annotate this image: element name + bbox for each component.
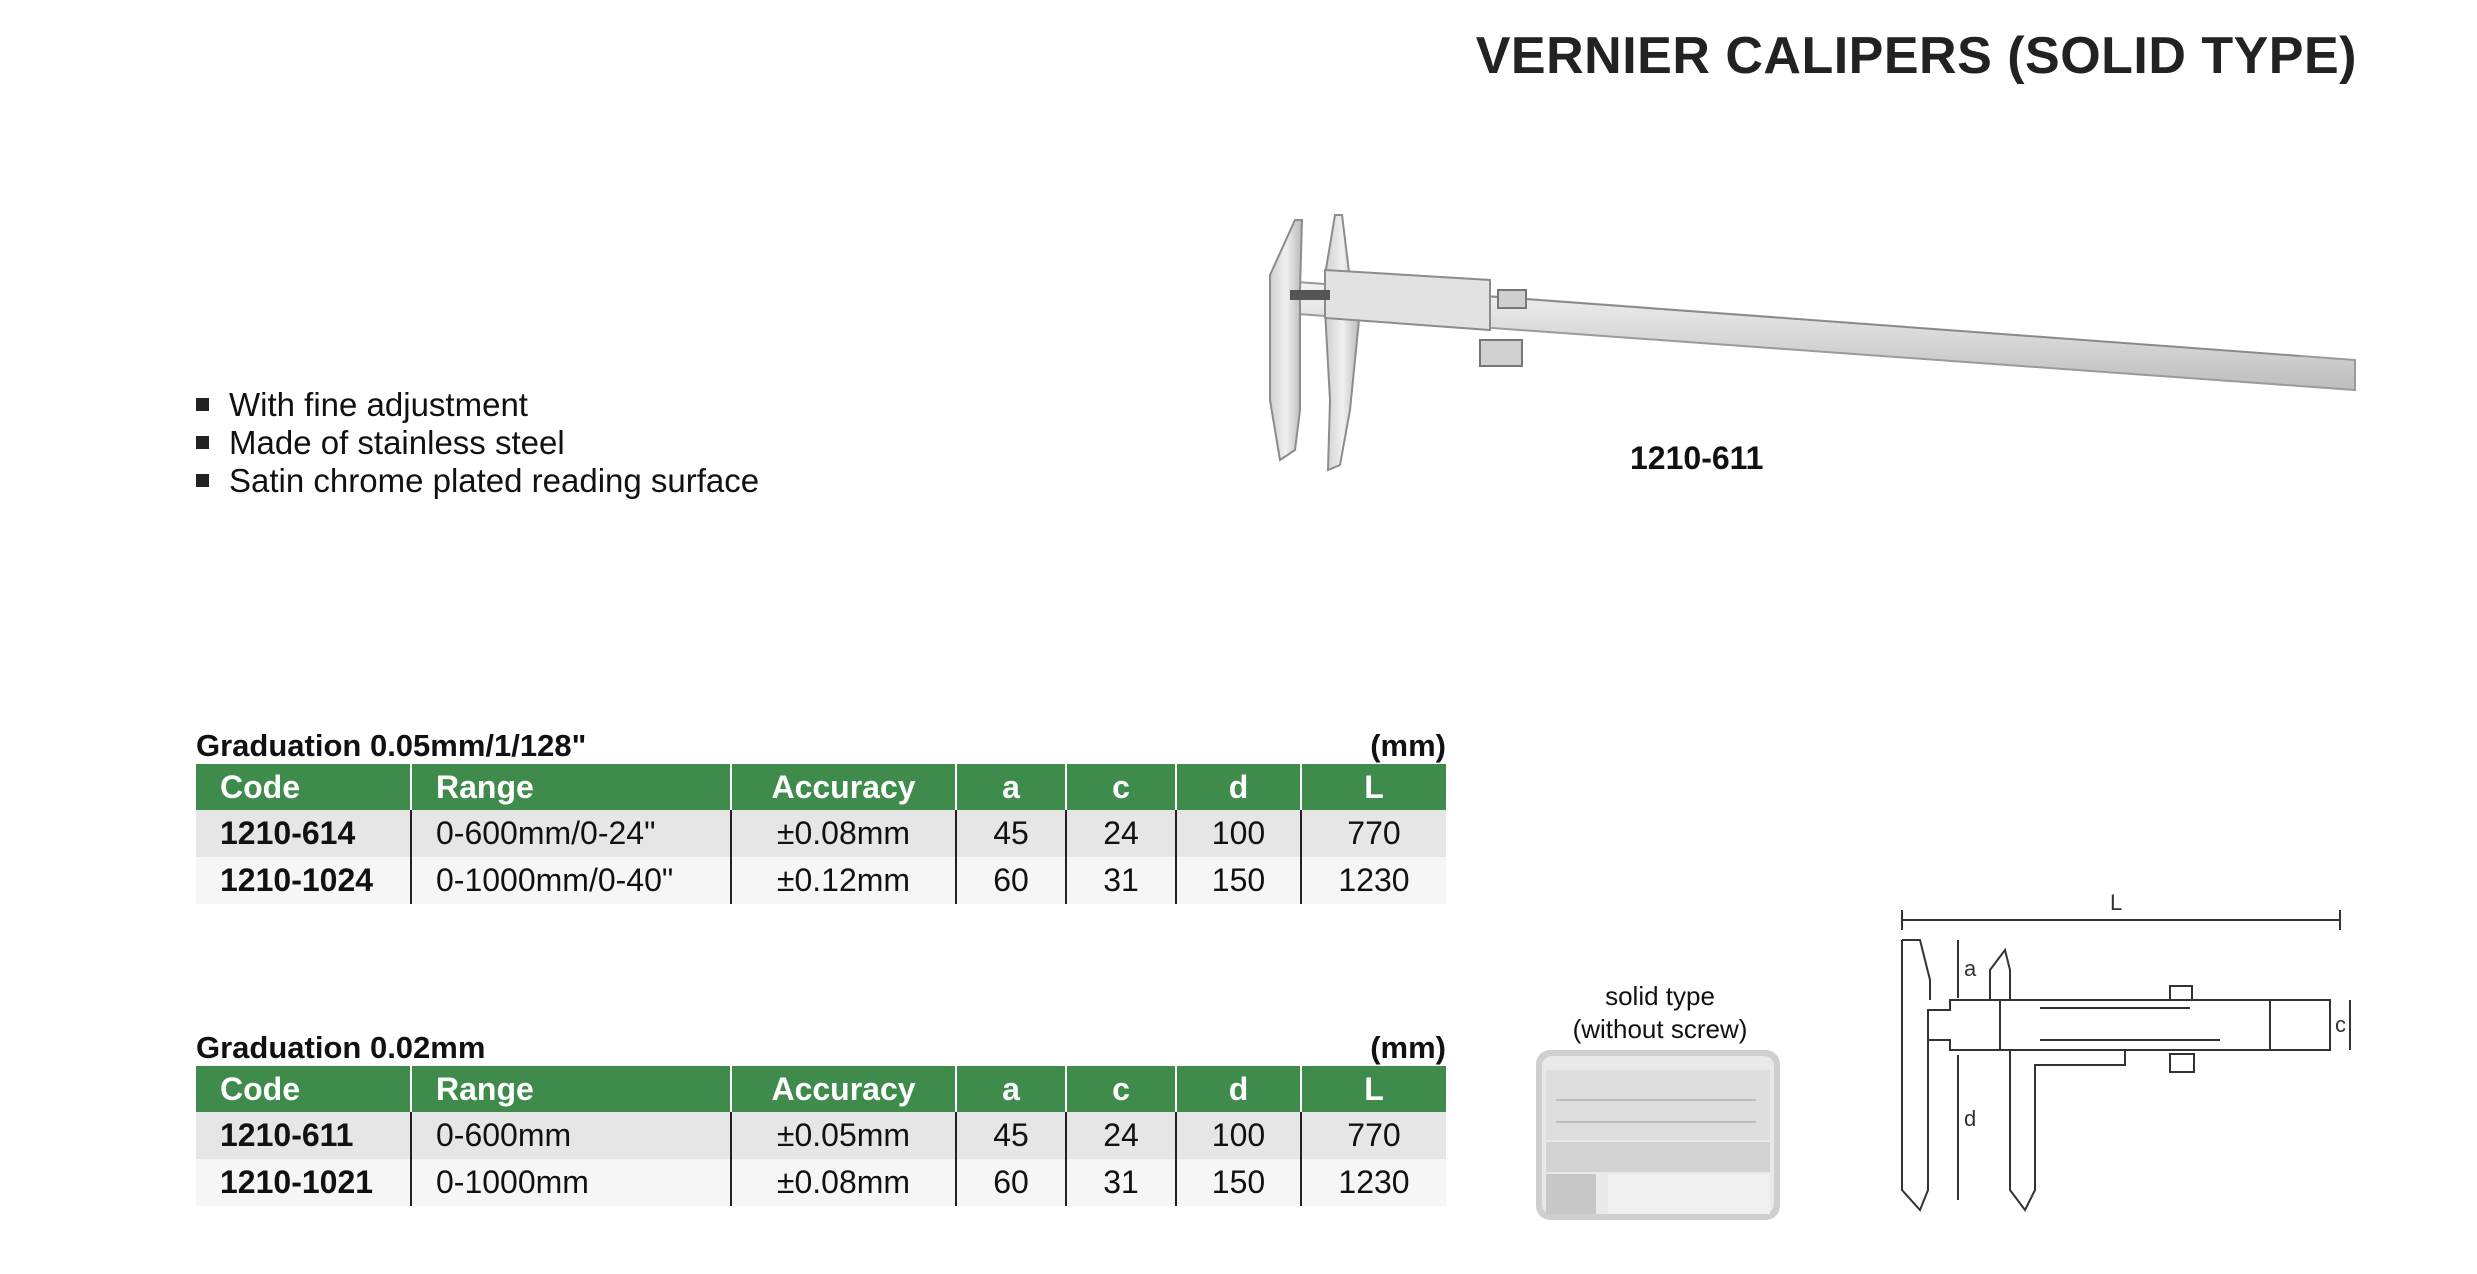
column-header: L (1301, 764, 1446, 810)
cell-code: 1210-614 (196, 810, 411, 857)
unit-label: (mm) (1370, 728, 1446, 763)
page-title: VERNIER CALIPERS (SOLID TYPE) (1475, 27, 2357, 85)
table-header-row (196, 1066, 1446, 1112)
cell-range: 0-1000mm (411, 1159, 731, 1206)
column-header: Range (411, 1066, 731, 1112)
feature-item: Made of stainless steel (196, 424, 759, 462)
cell-c: 31 (1066, 1159, 1176, 1206)
dim-label-c: c (2335, 1012, 2346, 1037)
cell-range: 0-600mm (411, 1112, 731, 1159)
dim-label-a: a (1964, 956, 1977, 981)
cell-accuracy: ±0.08mm (731, 810, 956, 857)
note-line-1: solid type (1605, 981, 1715, 1011)
square-bullet-icon (196, 474, 209, 487)
graduation-label: Graduation 0.02mm (196, 1030, 486, 1065)
solid-type-closeup-photo (1536, 1050, 1780, 1220)
cell-a: 60 (956, 1159, 1066, 1206)
feature-list (196, 386, 759, 500)
spec-section-1 (196, 724, 1446, 904)
cell-d: 100 (1176, 810, 1301, 857)
cell-l: 770 (1301, 1112, 1446, 1159)
section-header (196, 724, 1446, 764)
table-header-row (196, 764, 1446, 810)
cell-range: 0-600mm/0-24" (411, 810, 731, 857)
cell-accuracy: ±0.12mm (731, 857, 956, 904)
column-header: a (956, 764, 1066, 810)
spec-table (196, 1066, 1446, 1206)
column-header: c (1066, 764, 1176, 810)
column-header: Accuracy (731, 764, 956, 810)
cell-code: 1210-1024 (196, 857, 411, 904)
cell-accuracy: ±0.05mm (731, 1112, 956, 1159)
column-header: c (1066, 1066, 1176, 1112)
square-bullet-icon (196, 398, 209, 411)
column-header: Code (196, 764, 411, 810)
caliper-dimension-diagram (1890, 890, 2360, 1220)
table-row (196, 810, 1446, 857)
cell-c: 24 (1066, 810, 1176, 857)
cell-c: 24 (1066, 1112, 1176, 1159)
dim-label-l: L (2110, 890, 2123, 915)
column-header: Range (411, 764, 731, 810)
dim-label-d: d (1964, 1106, 1977, 1131)
table-row (196, 1159, 1446, 1206)
column-header: a (956, 1066, 1066, 1112)
photo-model-label: 1210-611 (1630, 440, 1764, 476)
cell-accuracy: ±0.08mm (731, 1159, 956, 1206)
cell-c: 31 (1066, 857, 1176, 904)
caliper-product-photo (1240, 200, 2370, 500)
cell-code: 1210-611 (196, 1112, 411, 1159)
table-row (196, 857, 1446, 904)
graduation-label: Graduation 0.05mm/1/128" (196, 728, 587, 763)
cell-l: 1230 (1301, 1159, 1446, 1206)
column-header: d (1176, 1066, 1301, 1112)
feature-item: With fine adjustment (196, 386, 759, 424)
spec-section-2 (196, 1026, 1446, 1206)
cell-a: 45 (956, 810, 1066, 857)
unit-label: (mm) (1370, 1030, 1446, 1065)
feature-item: Satin chrome plated reading surface (196, 462, 759, 500)
solid-type-note (1530, 980, 1790, 1046)
cell-l: 770 (1301, 810, 1446, 857)
column-header: Accuracy (731, 1066, 956, 1112)
cell-a: 45 (956, 1112, 1066, 1159)
cell-a: 60 (956, 857, 1066, 904)
cell-d: 100 (1176, 1112, 1301, 1159)
cell-code: 1210-1021 (196, 1159, 411, 1206)
column-header: L (1301, 1066, 1446, 1112)
square-bullet-icon (196, 436, 209, 449)
note-line-2: (without screw) (1572, 1014, 1748, 1044)
cell-d: 150 (1176, 857, 1301, 904)
column-header: Code (196, 1066, 411, 1112)
section-header (196, 1026, 1446, 1066)
cell-l: 1230 (1301, 857, 1446, 904)
table-row (196, 1112, 1446, 1159)
cell-range: 0-1000mm/0-40" (411, 857, 731, 904)
cell-d: 150 (1176, 1159, 1301, 1206)
spec-table (196, 764, 1446, 904)
column-header: d (1176, 764, 1301, 810)
